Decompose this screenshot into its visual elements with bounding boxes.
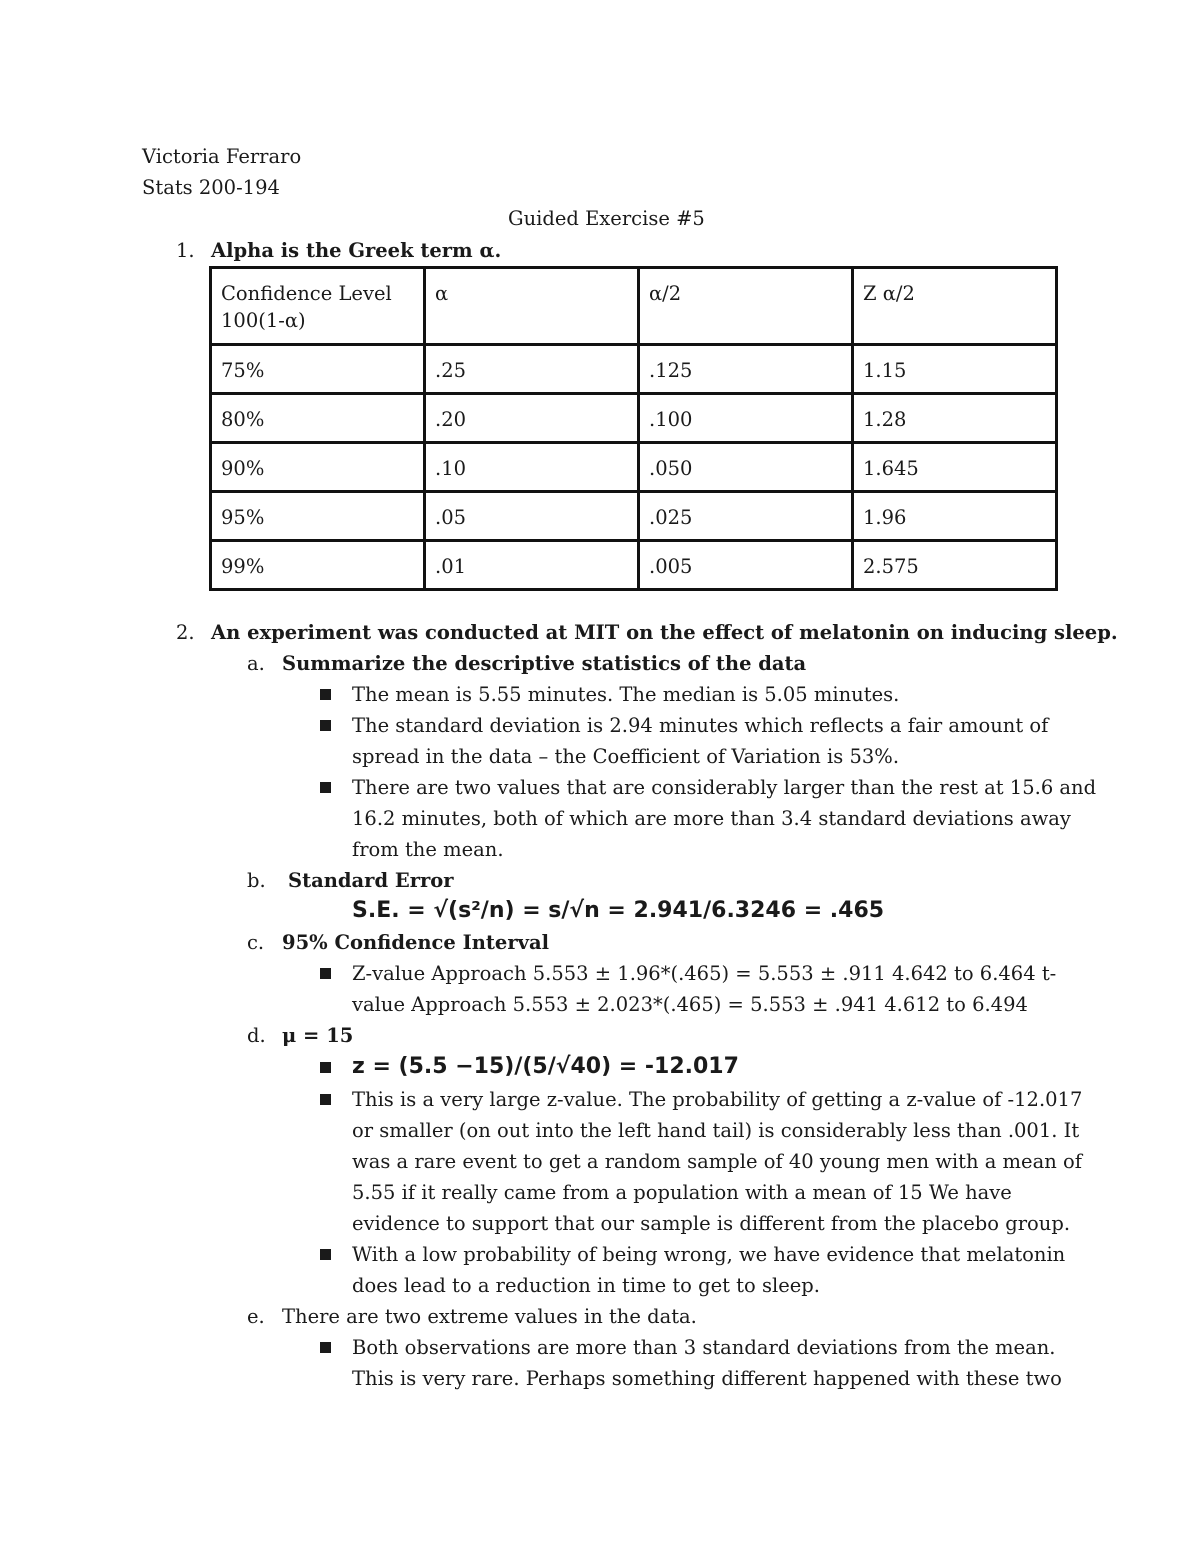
table-header-cell: Z α/2 [853,268,1057,345]
q2a-bullet-2-line-1: The standard deviation is 2.94 minutes which reflects a fair amount of [352,714,1049,737]
bullet-icon [320,1342,331,1353]
q2b-label: b. [247,869,266,892]
z-score-formula: z = (5.5 −15)/(5/√40) = -12.017 [352,1054,739,1079]
table-cell: 1.28 [853,394,1057,443]
course-name: Stats 200-194 [142,176,280,199]
confidence-table [209,266,1058,591]
table-row [211,394,1057,443]
table-header-cell: α [425,268,639,345]
table-cell: .125 [639,345,853,394]
q2e-label: e. [247,1305,265,1328]
bullet-icon [320,720,331,731]
table-cell: .25 [425,345,639,394]
q2d-bullet-1-line-5: evidence to support that our sample is different from the placebo group. [352,1212,1071,1235]
q2c-heading: 95% Confidence Interval [282,931,549,954]
q2c-label: c. [247,931,265,954]
q1-text: Alpha is the Greek term α. [211,239,502,262]
table-cell: .100 [639,394,853,443]
q2d-bullet-1-line-1: This is a very large z-value. The probability of getting a z-value of -12.017 [352,1088,1083,1111]
bullet-icon [320,1062,331,1073]
bullet-icon [320,1249,331,1260]
q2a-bullet-2-line-2: spread in the data – the Coefficient of Variation is 53%. [352,745,900,768]
table-cell: 2.575 [853,541,1057,590]
table-cell: .10 [425,443,639,492]
table-cell: 90% [211,443,425,492]
q2c-bullet-line-1: Z-value Approach 5.553 ± 1.96*(.465) = 5.553 ± .911 4.642 to 6.464 t- [352,962,1057,985]
q2a-bullet-3-line-1: There are two values that are considerably larger than the rest at 15.6 and [352,776,1097,799]
table-cell: .05 [425,492,639,541]
q1-number: 1. [176,239,195,262]
table-row [211,443,1057,492]
table-header-cell: Confidence Level 100(1-α) [211,268,425,345]
q2-text: An experiment was conducted at MIT on the effect of melatonin on inducing sleep. [211,621,1118,644]
table-cell: .025 [639,492,853,541]
bullet-icon [320,689,331,700]
table-row [211,345,1057,394]
q2b-heading: Standard Error [288,869,454,892]
table-cell: 75% [211,345,425,394]
bullet-icon [320,968,331,979]
table-cell: .005 [639,541,853,590]
standard-error-formula: S.E. = √(s²/n) = s/√n = 2.941/6.3246 = .465 [352,898,885,923]
q2c-bullet-line-2: value Approach 5.553 ± 2.023*(.465) = 5.553 ± .941 4.612 to 6.494 [352,993,1028,1016]
q2d-bullet-1-line-4: 5.55 if it really came from a population with a mean of 15 We have [352,1181,1012,1204]
q2d-bullet-2-line-2: does lead to a reduction in time to get to sleep. [352,1274,820,1297]
bullet-icon [320,1094,331,1105]
q2a-bullet-1-line-1: The mean is 5.55 minutes. The median is 5.05 minutes. [352,683,900,706]
q2a-heading: Summarize the descriptive statistics of the data [282,652,807,675]
table-cell: .20 [425,394,639,443]
q2-number: 2. [176,621,195,644]
author-name: Victoria Ferraro [142,145,302,168]
q2d-label: d. [247,1024,266,1047]
table-cell: 1.96 [853,492,1057,541]
table-row [211,492,1057,541]
q2a-label: a. [247,652,265,675]
table-cell: 1.15 [853,345,1057,394]
table-cell: .01 [425,541,639,590]
table-cell: .050 [639,443,853,492]
q2d-bullet-1-line-2: or smaller (on out into the left hand tail) is considerably less than .001. It [352,1119,1080,1142]
table-header-cell: α/2 [639,268,853,345]
q2a-bullet-3-line-3: from the mean. [352,838,504,861]
q2d-bullet-2-line-1: With a low probability of being wrong, we have evidence that melatonin [352,1243,1066,1266]
bullet-icon [320,782,331,793]
table-header-row [211,268,1057,345]
table-cell: 95% [211,492,425,541]
q2d-bullet-1-line-3: was a rare event to get a random sample of 40 young men with a mean of [352,1150,1082,1173]
table-cell: 1.645 [853,443,1057,492]
q2e-bullet-line-1: Both observations are more than 3 standard deviations from the mean. [352,1336,1056,1359]
q2d-heading: μ = 15 [282,1024,354,1047]
document-title: Guided Exercise #5 [508,207,705,230]
table-cell: 99% [211,541,425,590]
q2a-bullet-3-line-2: 16.2 minutes, both of which are more than 3.4 standard deviations away [352,807,1071,830]
q2e-bullet-line-2: This is very rare. Perhaps something different happened with these two [352,1367,1062,1390]
table-row [211,541,1057,590]
table-cell: 80% [211,394,425,443]
q2e-text: There are two extreme values in the data. [282,1305,697,1328]
